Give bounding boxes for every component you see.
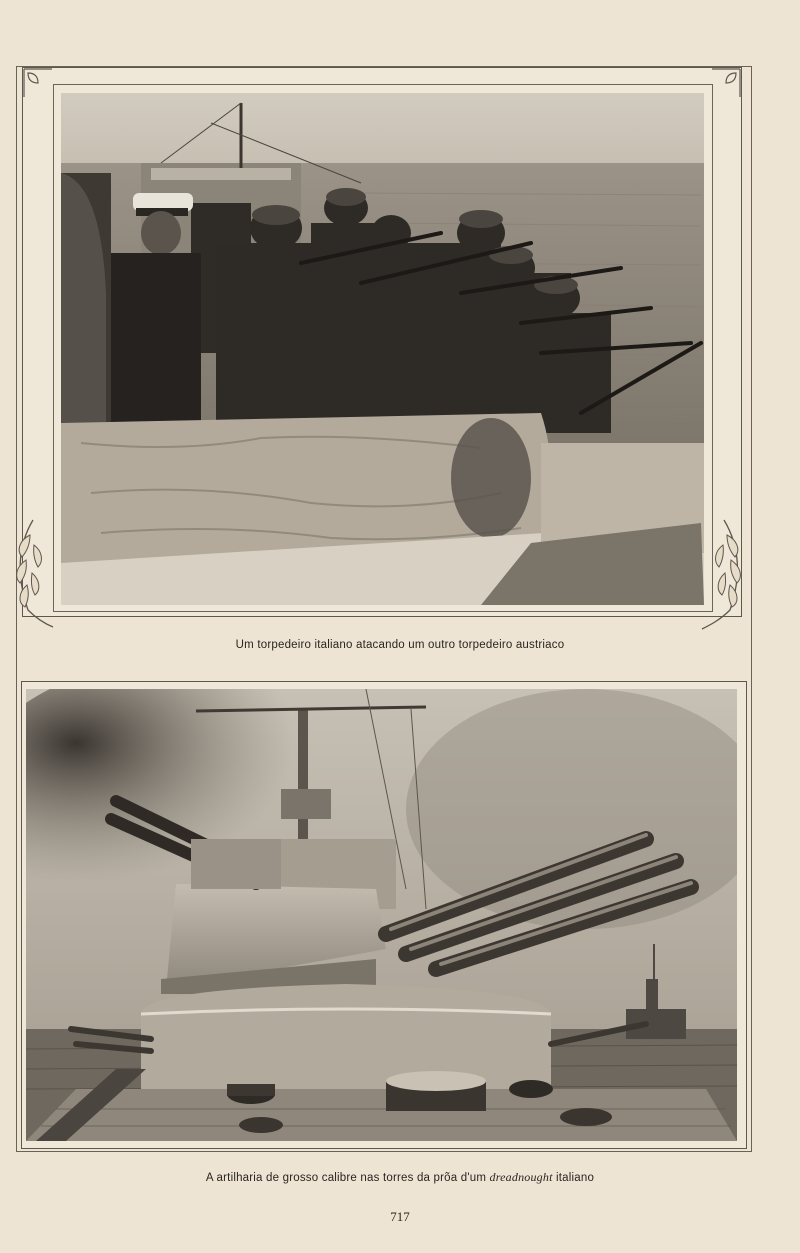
caption-top-photo	[0, 639, 800, 651]
photo-dreadnought-turrets	[26, 689, 737, 1141]
caption-italic-word: dreadnought	[489, 1170, 553, 1184]
caption-text: Um torpedeiro italiano atacando um outro torpedeiro austriaco	[235, 639, 565, 651]
page-number: 717	[390, 1209, 410, 1224]
caption-bottom-photo	[0, 1170, 800, 1185]
photo-torpedo-boat-riflemen	[61, 93, 704, 605]
corner-ornament-icon	[22, 67, 54, 99]
leaf-ornament-icon	[8, 515, 58, 630]
caption-text-part: italiano	[552, 1172, 595, 1184]
caption-text-part: A artilharia de grosso calibre nas torres da prõa d'um	[205, 1172, 490, 1184]
corner-ornament-icon	[710, 67, 742, 99]
